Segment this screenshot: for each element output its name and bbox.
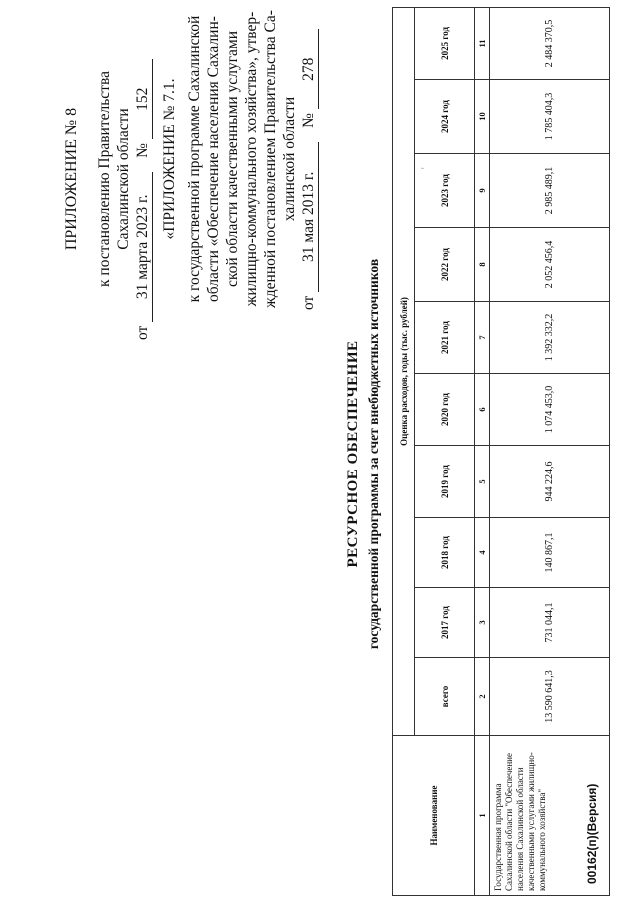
col-header-2019: 2019 год	[415, 446, 475, 518]
value-total: 13 590 641,3	[490, 658, 610, 736]
value-2022: 2 052 456,4	[490, 228, 610, 302]
index-cell: 3	[475, 588, 490, 658]
value-2024: 1 785 404,3	[490, 80, 610, 154]
appendix-71-date: 31 мая 2013 г.	[299, 142, 319, 292]
appendix-71-title: «ПРИЛОЖЕНИЕ № 7.1.	[161, 78, 178, 240]
appendix-71-line-2: области «Обеспечение населения Сахалин-	[205, 16, 222, 302]
index-cell: 2	[475, 658, 490, 736]
value-2019: 944 224,6	[490, 446, 610, 518]
index-cell: 8	[475, 228, 490, 302]
appendix-8-title: ПРИЛОЖЕНИЕ № 8	[63, 107, 80, 251]
index-cell: 6	[475, 374, 490, 446]
appendix-71-line-5: жденной постановлением Правительства Са-	[262, 10, 279, 308]
appendix-8-line1: к постановлению Правительства	[96, 71, 113, 287]
appendix-71-line-6: халинской области	[281, 96, 298, 222]
program-name-cell: Государственная программа Сахалинской области "Обеспечение населения Сахалинской области качественными услугами жилищно-коммунального хозяйства"	[490, 736, 610, 896]
col-header-2022: 2022 год	[415, 228, 475, 302]
col-header-2025: 2025 год	[415, 7, 475, 79]
appendix-71-line-1: к государственной программе Сахалинской	[186, 15, 203, 303]
corner-mark: '	[420, 167, 430, 169]
index-cell: 1	[475, 736, 490, 896]
col-header-2018: 2018 год	[415, 518, 475, 588]
appendix-71-date-line	[299, 4, 319, 314]
document-subtitle: государственной программы за счет внебюджетных источников	[366, 258, 381, 650]
value-2020: 1 074 453,0	[490, 374, 610, 446]
col-header-2024: 2024 год	[415, 80, 475, 154]
appendix-8-block	[62, 14, 153, 344]
index-cell: 11	[475, 7, 490, 79]
index-cell: 10	[475, 80, 490, 154]
appendix-8-date: 31 марта 2023 г.	[133, 172, 153, 322]
col-header-total: всего	[415, 658, 475, 736]
group-header: Оценка расходов, годы (тыс. рублей)	[393, 7, 415, 735]
appendix-71-from-label: от	[300, 295, 317, 310]
value-2018: 140 867,1	[490, 518, 610, 588]
appendix-71-line-3: ской области качественными услугами	[224, 30, 241, 288]
value-2025: 2 484 370,5	[490, 7, 610, 79]
index-cell: 5	[475, 446, 490, 518]
value-2021: 1 392 332,2	[490, 302, 610, 374]
index-row	[475, 7, 490, 895]
col-header-2023: 2023 год	[415, 154, 475, 228]
appendix-71-number: 278	[299, 29, 319, 109]
col-header-2020: 2020 год	[415, 374, 475, 446]
appendix-8-date-line	[133, 14, 153, 344]
resource-table	[392, 7, 610, 896]
col-header-2017: 2017 год	[415, 588, 475, 658]
appendix-71-line-4: жилищно-коммунального хозяйства», утвер-	[243, 11, 260, 307]
value-2017: 731 044,1	[490, 588, 610, 658]
appendix-8-number: 152	[133, 59, 153, 139]
name-header: Наименование	[393, 736, 475, 896]
version-label: 00162(п)(Версия)	[585, 783, 599, 884]
col-header-2021: 2021 год	[415, 302, 475, 374]
appendix-8-line2: Сахалинской области	[115, 108, 132, 250]
value-2023: 2 985 489,1	[490, 154, 610, 228]
index-cell: 7	[475, 302, 490, 374]
appendix-8-no-label: №	[134, 143, 151, 158]
appendix-8-from-label: от	[134, 325, 151, 340]
index-cell: 4	[475, 518, 490, 588]
appendix-71-block	[160, 4, 319, 314]
table-header-row-1	[393, 7, 415, 895]
document-title: РЕСУРСНОЕ ОБЕСПЕЧЕНИЕ	[345, 340, 361, 568]
index-cell: 9	[475, 154, 490, 228]
table-row	[490, 7, 610, 895]
appendix-71-no-label: №	[300, 113, 317, 128]
